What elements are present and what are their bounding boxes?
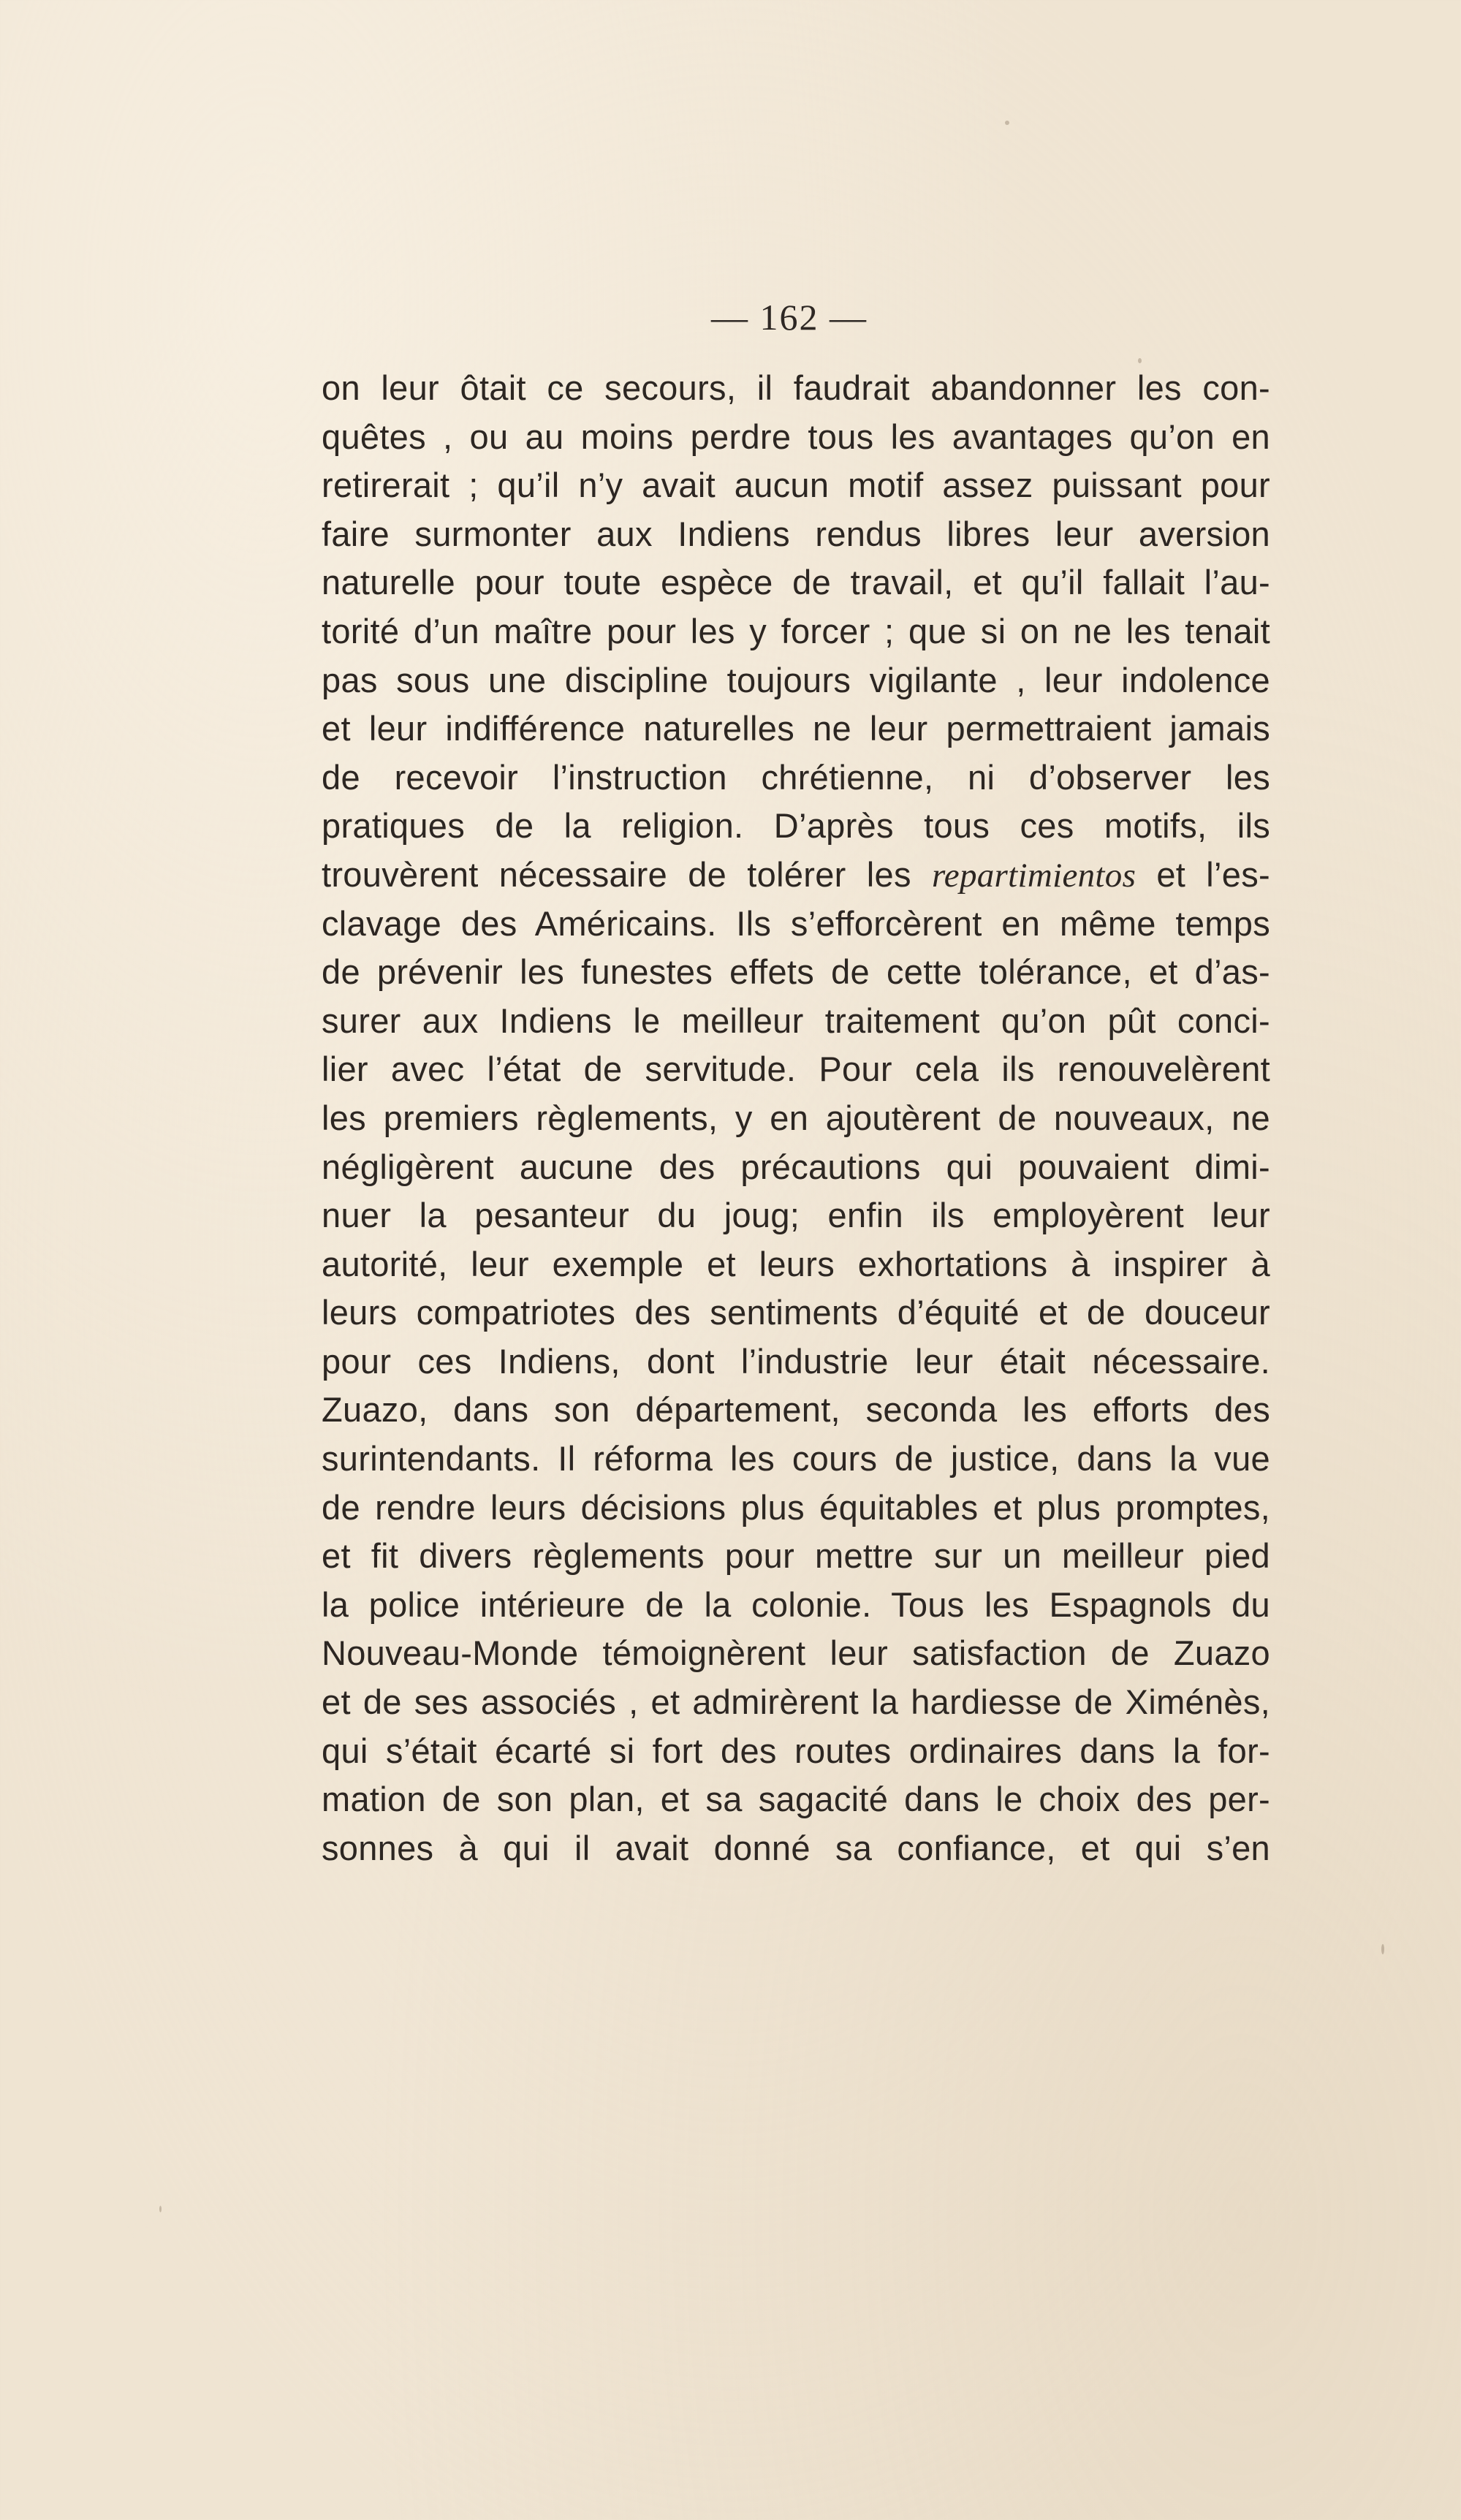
text-line: négligèrent aucune des précautions qui pouvaient dimi- xyxy=(322,1147,1270,1186)
text-line: Zuazo, dans son département, seconda les efforts des xyxy=(322,1390,1270,1430)
text-line: lier avec l’état de servitude. Pour cela ils renouvelèrent xyxy=(322,1050,1270,1089)
text-line: et de ses associés , et admirèrent la hardiesse de Ximénès, xyxy=(322,1682,1270,1722)
text-line: Nouveau-Monde témoignèrent leur satisfaction de Zuazo xyxy=(322,1633,1270,1673)
text-line: la police intérieure de la colonie. Tous les Espagnols du xyxy=(322,1585,1270,1624)
text-line: quêtes , ou au moins perdre tous les avantages qu’on en xyxy=(322,417,1270,456)
text-line: pratiques de la religion. D’après tous ces motifs, ils xyxy=(322,806,1270,846)
text-line: et fit divers règlements pour mettre sur un meilleur pied xyxy=(322,1536,1270,1576)
text-line: mation de son plan, et sa sagacité dans le choix des per- xyxy=(322,1780,1270,1819)
text-line: torité d’un maître pour les y forcer ; que si on ne les tenait xyxy=(322,611,1270,650)
text-line: pas sous une discipline toujours vigilante , leur indolence xyxy=(322,660,1270,699)
italic-term: repartimientos xyxy=(931,856,1136,895)
text-line: et leur indifférence naturelles ne leur permettraient jamais xyxy=(322,709,1270,748)
text-line: sonnes à qui il avait donné sa confiance, et qui s’en xyxy=(322,1828,1270,1867)
text-line: nuer la pesanteur du joug; enfin ils employèrent leur xyxy=(322,1196,1270,1235)
text-line: de recevoir l’instruction chrétienne, ni d’observer les xyxy=(322,757,1270,797)
text-line: de rendre leurs décisions plus équitables et plus promptes, xyxy=(322,1487,1270,1527)
text-line: pour ces Indiens, dont l’industrie leur était nécessaire. xyxy=(322,1341,1270,1381)
text-line: faire surmonter aux Indiens rendus libres leur aversion xyxy=(322,514,1270,553)
text-segment: et l’es- xyxy=(1136,854,1270,894)
text-line: retirerait ; qu’il n’y avait aucun motif assez puissant pour xyxy=(322,466,1270,505)
text-segment: trouvèrent nécessaire de tolérer les xyxy=(322,854,932,894)
text-line: surer aux Indiens le meilleur traitement qu’on pût conci- xyxy=(322,1001,1270,1040)
page-number: — 162 — xyxy=(711,297,868,338)
text-line: les premiers règlements, y en ajoutèrent de nouveaux, ne xyxy=(322,1098,1270,1137)
text-line: qui s’était écarté si fort des routes ordinaires dans la for- xyxy=(322,1731,1270,1770)
text-line: de prévenir les funestes effets de cette tolérance, et d’as- xyxy=(322,952,1270,992)
paper-speck xyxy=(1138,358,1142,363)
text-line: clavage des Américains. Ils s’efforcèrent en même temps xyxy=(322,903,1270,943)
paper-speck xyxy=(159,2206,162,2212)
text-line: autorité, leur exemple et leurs exhortations à inspirer à xyxy=(322,1244,1270,1283)
body-text xyxy=(322,364,1270,1872)
paper-speck xyxy=(1005,121,1009,125)
text-line: surintendants. Il réforma les cours de justice, dans la vue xyxy=(322,1439,1270,1479)
paper-speck xyxy=(1381,1944,1384,1954)
text-line: leurs compatriotes des sentiments d’équité et de douceur xyxy=(322,1293,1270,1332)
text-line: on leur ôtait ce secours, il faudrait abandonner les con- xyxy=(322,368,1270,407)
text-line: naturelle pour toute espèce de travail, et qu’il fallait l’au- xyxy=(322,563,1270,602)
text-line-with-italic xyxy=(322,851,1270,900)
